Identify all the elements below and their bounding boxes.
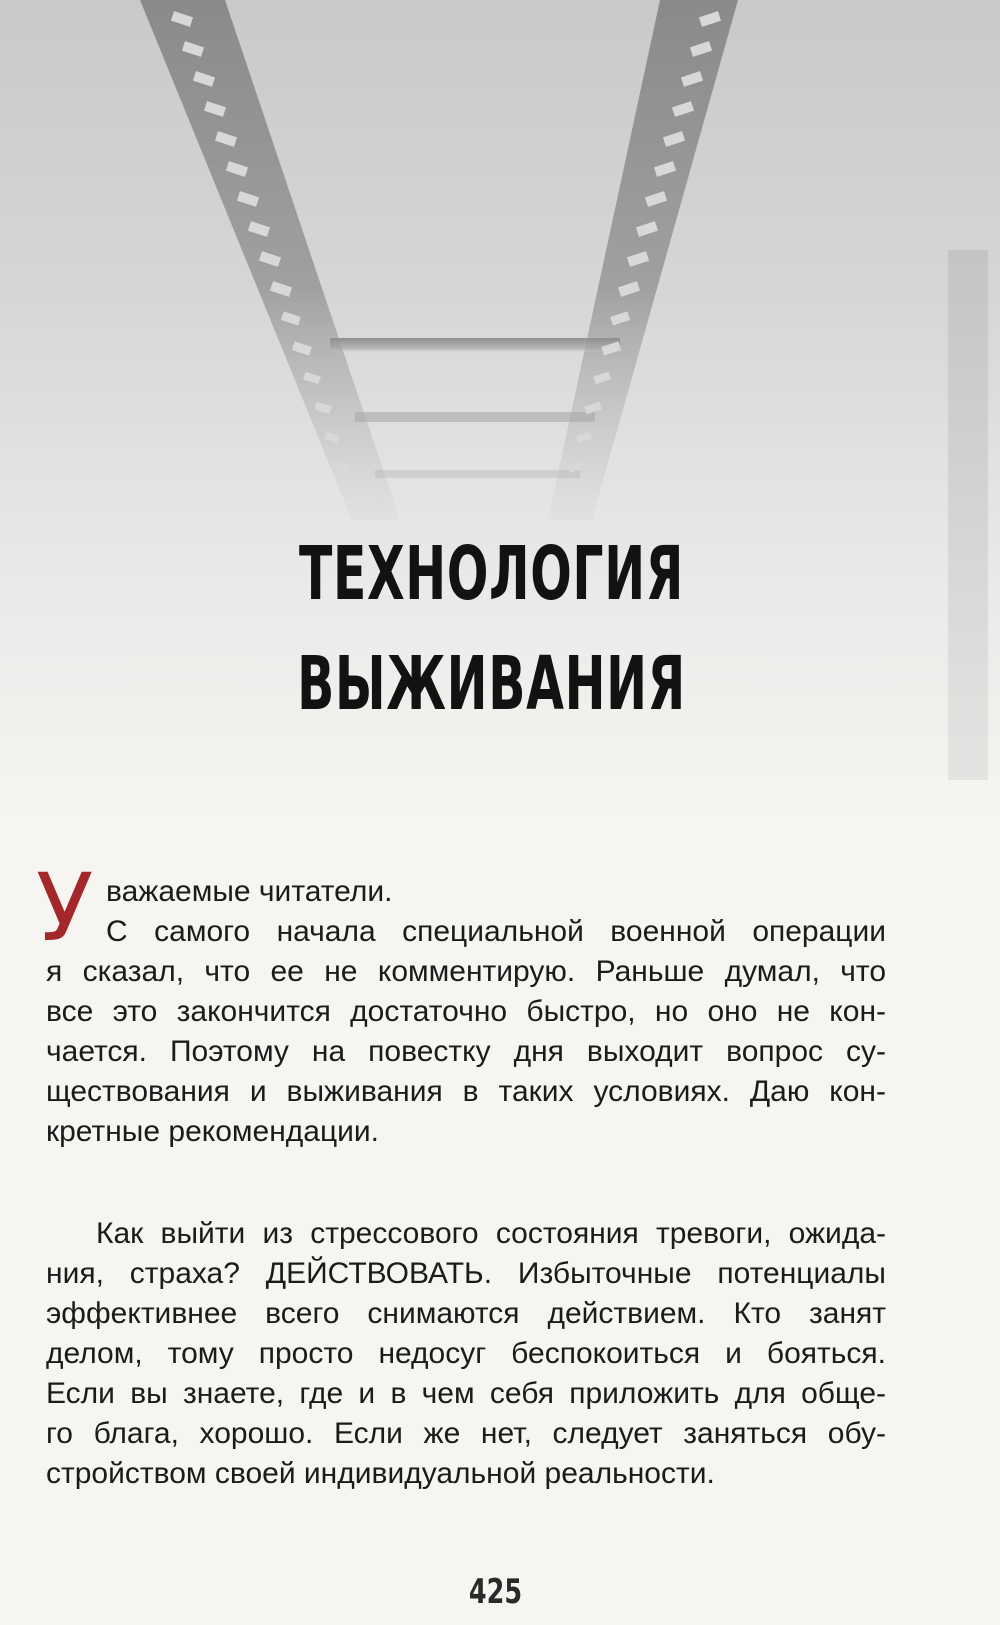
paragraph-1-line-2: С самого начала специальной военной операции [106, 915, 886, 948]
paragraph-2-line-4: делом, тому просто недосуг беспокоиться и бояться. [46, 1337, 886, 1370]
chapter-title-line-1: ТЕХНОЛОГИЯ [298, 531, 685, 617]
paragraph-1-line-6: ществования и выживания в таких условиях. Даю кон- [46, 1075, 886, 1108]
paragraph-1 [46, 872, 886, 1152]
paragraph-1-line-3: я сказал, что ее не комментирую. Раньше думал, что [46, 955, 886, 988]
paragraph-2-line-3: эффективнее всего снимаются действием. Кто занят [46, 1297, 886, 1330]
film-frame-1 [330, 338, 620, 352]
chapter-title-line-2: ВЫЖИВАНИЯ [297, 641, 686, 727]
film-frame-2 [355, 412, 595, 422]
drop-cap-letter: У [36, 854, 94, 963]
paragraph-1-line-5: чается. Поэтому на повестку дня выходит вопрос су- [46, 1035, 886, 1068]
paragraph-2-line-6: го блага, хорошо. Если же нет, следует заняться обу- [46, 1417, 886, 1450]
paragraph-2-line-1: Как выйти из стрессового состояния тревоги, ожида- [96, 1217, 886, 1250]
paragraph-2 [46, 1214, 886, 1494]
film-frame-3 [375, 470, 580, 478]
paragraph-1-line-4: все это закончится достаточно быстро, но оно не кон- [46, 995, 886, 1028]
page-number: 425 [468, 1572, 523, 1612]
paragraph-1-line-7: кретные рекомендации. [46, 1115, 380, 1148]
paragraph-1-line-1: важаемые читатели. [106, 875, 393, 908]
paragraph-2-line-7: стройством своей индивидуальной реальности. [46, 1457, 715, 1490]
paragraph-2-line-2: ния, страха? ДЕЙСТВОВАТЬ. Избыточные потенциалы [46, 1257, 886, 1290]
paragraph-2-line-5: Если вы знаете, где и в чем себя приложить для обще- [46, 1377, 886, 1410]
